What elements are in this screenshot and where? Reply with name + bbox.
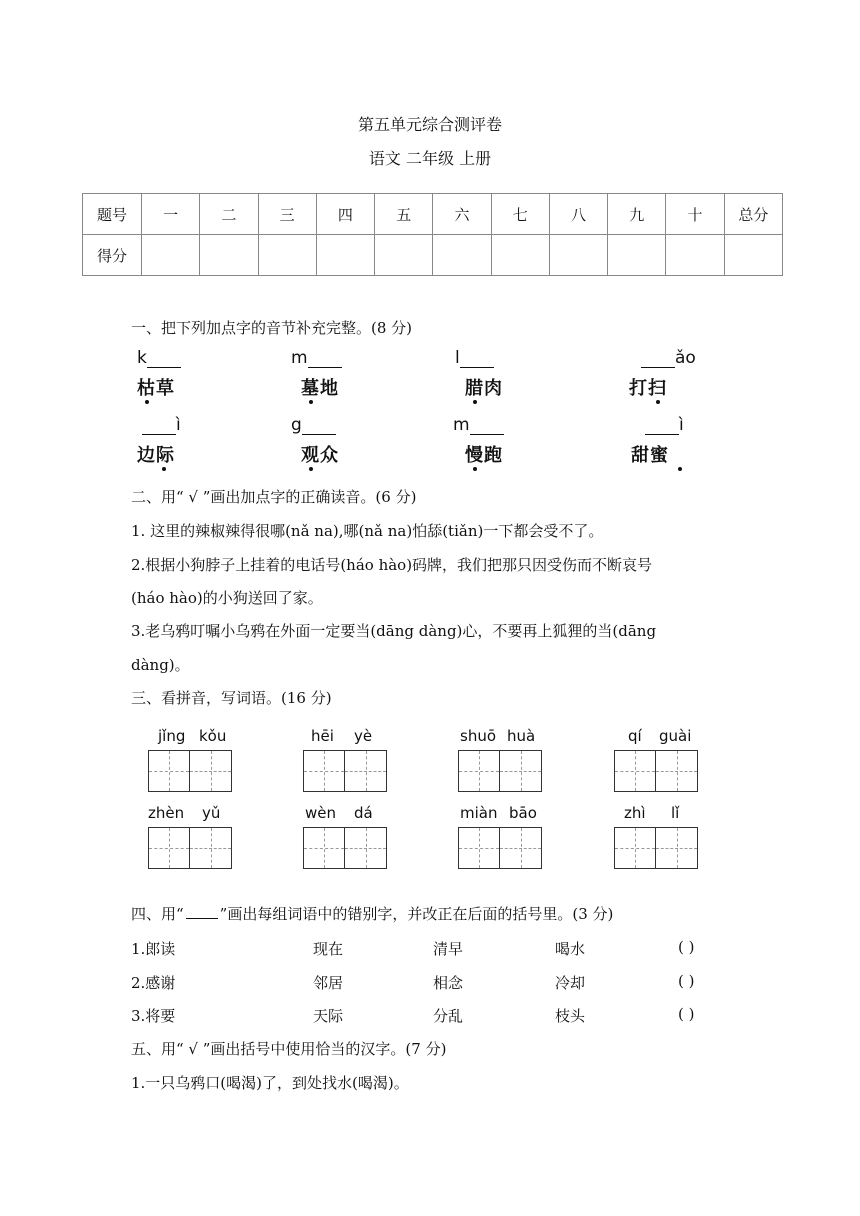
q1-pinyin[interactable]: ì [142, 415, 181, 437]
q1-item [453, 415, 573, 475]
q2-line: 2.根据小狗脖子上挂着的电话号(háo hào)码牌，我们把那只因受伤而不断哀号 [131, 556, 653, 574]
score-input-cell[interactable] [549, 235, 607, 276]
q1-word: 打扫 [629, 378, 667, 399]
q4-word: 1.郎读 [131, 940, 176, 958]
pinyin-syllable: huà [507, 727, 536, 745]
pinyin-syllable: yǔ [202, 804, 221, 822]
q1-pinyin[interactable]: g [291, 415, 336, 437]
exam-title: 第五单元综合测评卷 [357, 115, 502, 134]
q4-word: 喝水 [555, 940, 586, 958]
score-table-cell: 七 [491, 194, 549, 235]
score-table-cell: 总分 [724, 194, 782, 235]
q5-line: 1.一只乌鸦口(喝渴)了，到处找水(喝渴)。 [131, 1074, 409, 1092]
writing-grid[interactable] [614, 750, 698, 792]
q1-item [631, 415, 765, 475]
q4-word: 天际 [313, 1007, 344, 1025]
emphasis-dot [309, 400, 313, 404]
score-table-cell: 得分 [83, 235, 142, 276]
q4-word: 邻居 [313, 974, 344, 992]
pinyin-syllable: miàn [460, 804, 498, 822]
q1-word: 甜蜜 [631, 445, 669, 466]
q4-word: 冷却 [555, 974, 586, 992]
score-input-cell[interactable] [200, 235, 258, 276]
q4-title: 四、用“ ”画出每组词语中的错别字，并改正在后面的括号里。(3 分) [131, 905, 614, 923]
score-table-score-row [83, 235, 783, 276]
writing-grid[interactable] [148, 827, 232, 869]
pinyin-syllable: shuō [460, 727, 497, 745]
score-input-cell[interactable] [666, 235, 724, 276]
score-table-cell: 三 [258, 194, 316, 235]
pinyin-syllable: wèn [305, 804, 337, 822]
q4-word: 相念 [433, 974, 464, 992]
pinyin-syllable: zhèn [148, 804, 185, 822]
q1-item [629, 348, 761, 408]
score-input-cell[interactable] [258, 235, 316, 276]
emphasis-dot [678, 467, 682, 471]
score-input-cell[interactable] [142, 235, 200, 276]
emphasis-dot [162, 467, 166, 471]
pinyin-syllable: hēi [311, 727, 334, 745]
emphasis-dot [145, 400, 149, 404]
answer-parentheses[interactable]: ( ) [678, 938, 695, 956]
q1-item [137, 348, 257, 408]
emphasis-dot [473, 467, 477, 471]
q2-line: (háo hào)的小狗送回了家。 [131, 589, 323, 607]
q4-word: 分乱 [433, 1007, 464, 1025]
score-input-cell[interactable] [375, 235, 433, 276]
q2-line: 3.老乌鸦叮嘱小乌鸦在外面一定要当(dāng dàng)心，不要再上狐狸的当(dāng [131, 622, 657, 640]
q1-pinyin[interactable]: ǎo [641, 348, 696, 370]
q4-word: 清早 [433, 940, 464, 958]
q4-word: 现在 [313, 940, 344, 958]
emphasis-dot [309, 467, 313, 471]
score-input-cell[interactable] [608, 235, 666, 276]
score-table [82, 193, 783, 276]
q2-line: dàng)。 [131, 656, 190, 674]
score-input-cell[interactable] [433, 235, 491, 276]
q1-word: 腊肉 [465, 378, 503, 399]
q1-title: 一、把下列加点字的音节补充完整。(8 分) [131, 319, 413, 337]
score-table-cell: 五 [375, 194, 433, 235]
score-table-header-row [83, 194, 783, 235]
writing-grid[interactable] [614, 827, 698, 869]
emphasis-dot [656, 400, 660, 404]
pinyin-syllable: lǐ [671, 804, 680, 822]
emphasis-dot [473, 400, 477, 404]
pinyin-syllable: qí [628, 727, 642, 745]
pinyin-syllable: jǐng [158, 727, 186, 745]
score-table-cell: 四 [316, 194, 374, 235]
pinyin-syllable: zhì [624, 804, 646, 822]
writing-grid[interactable] [458, 827, 542, 869]
score-table-cell: 一 [142, 194, 200, 235]
writing-grid[interactable] [458, 750, 542, 792]
score-table-cell: 十 [666, 194, 724, 235]
q1-word: 枯草 [137, 378, 175, 399]
q1-pinyin[interactable]: m [453, 415, 504, 437]
underline-mark [186, 904, 218, 919]
answer-parentheses[interactable]: ( ) [678, 972, 695, 990]
writing-grid[interactable] [303, 750, 387, 792]
q1-pinyin[interactable]: k [137, 348, 181, 370]
q3-title: 三、看拼音，写词语。(16 分) [131, 689, 332, 707]
q5-title: 五、用“ √ ”画出括号中使用恰当的汉字。(7 分) [131, 1040, 447, 1058]
pinyin-syllable: kǒu [199, 727, 227, 745]
writing-grid[interactable] [303, 827, 387, 869]
score-table-cell: 六 [433, 194, 491, 235]
pinyin-syllable: dá [354, 804, 373, 822]
score-table-cell: 八 [549, 194, 607, 235]
q1-pinyin[interactable]: l [455, 348, 494, 370]
score-table-cell: 九 [608, 194, 666, 235]
q1-word: 慢跑 [465, 445, 503, 466]
q1-item [137, 415, 262, 475]
q4-word: 3.将要 [131, 1007, 176, 1025]
pinyin-syllable: bāo [509, 804, 537, 822]
score-input-cell[interactable] [316, 235, 374, 276]
q4-word: 枝头 [555, 1007, 586, 1025]
q4-word: 2.感谢 [131, 974, 176, 992]
score-table-cell: 题号 [83, 194, 142, 235]
q1-word: 边际 [137, 445, 175, 466]
q1-word: 墓地 [301, 378, 339, 399]
pinyin-syllable: guài [659, 727, 692, 745]
score-input-cell[interactable] [724, 235, 782, 276]
score-table-cell: 二 [200, 194, 258, 235]
q1-item [455, 348, 575, 408]
q2-title: 二、用“ √ ”画出加点字的正确读音。(6 分) [131, 488, 417, 506]
q1-pinyin[interactable]: m [291, 348, 342, 370]
q1-pinyin[interactable]: ì [645, 415, 684, 437]
q2-line: 1. 这里的辣椒辣得很哪(nǎ na),哪(nǎ na)怕舔(tiǎn)一下都会受不了。 [131, 522, 604, 540]
answer-parentheses[interactable]: ( ) [678, 1005, 695, 1023]
q1-item [291, 348, 411, 408]
q1-word: 观众 [301, 445, 339, 466]
exam-subtitle: 语文 二年级 上册 [368, 149, 492, 168]
q1-item [291, 415, 411, 475]
score-input-cell[interactable] [491, 235, 549, 276]
writing-grid[interactable] [148, 750, 232, 792]
pinyin-syllable: yè [354, 727, 373, 745]
